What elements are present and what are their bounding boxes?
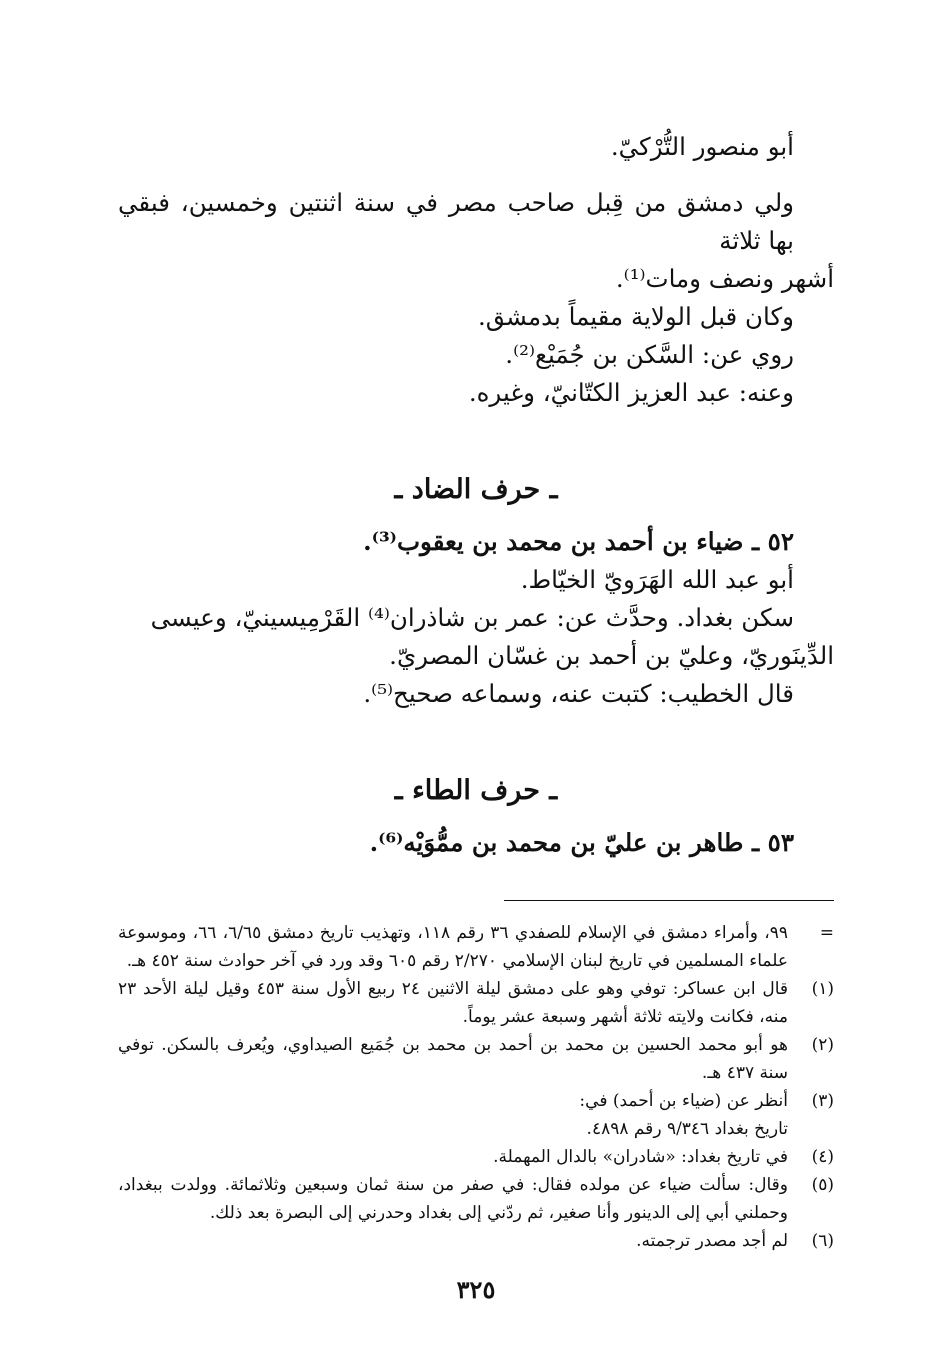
- text-line: سكن بغداد. وحدَّث عن: عمر بن شاذران⁽⁴⁾ القَرْمِيسينيّ، وعيسى: [150, 603, 794, 632]
- footnote-text: في تاريخ بغداد: «شادران» بالدال المهملة.: [493, 1147, 788, 1167]
- footnote-number: (٦): [811, 1231, 834, 1251]
- text-line: الدِّينَوريّ، وعليّ بن أحمد بن غسّان المصريّ.: [389, 641, 834, 670]
- footnote-number: (٤): [811, 1147, 834, 1167]
- footnote-number: =: [819, 923, 834, 943]
- footnote-text: ٩٩، وأمراء دمشق في الإسلام للصفدي ٣٦ رقم ١١٨، وتهذيب تاريخ دمشق ٦/٦٥، ٦٦، وموسوعة علماء المسلمين في تاريخ لبنان الإسلامي ٢/٢٧٠ رقم ٦٠٥ وقد ورد في آخر حوادث سنة ٤٥٢ هـ.: [118, 923, 788, 971]
- footnote: [118, 975, 834, 1031]
- text-line: أشهر ونصف ومات⁽¹⁾.: [615, 264, 834, 293]
- footnote-number: (١): [811, 979, 834, 999]
- footnote-line: أنظر عن (ضياء بن أحمد) في:: [579, 1091, 788, 1111]
- page-number: ٣٢٥: [456, 1275, 496, 1304]
- footnote-text: هو أبو محمد الحسين بن محمد بن أحمد بن محمد بن جُمَيع الصيداوي، ويُعرف بالسكن. توفي سنة ٤٣٧ هـ.: [118, 1035, 788, 1083]
- footnote-number: (٥): [811, 1175, 834, 1195]
- footnote: [118, 919, 834, 975]
- text-line: وعنه: عبد العزيز الكتّانيّ، وغيره.: [468, 378, 794, 407]
- footnote-text: لم أجد مصدر ترجمته.: [636, 1231, 788, 1251]
- footnotes: [118, 919, 834, 1255]
- section-heading-ta: ـ حرف الطاء ـ: [394, 775, 558, 806]
- footnote: [118, 1143, 834, 1171]
- footnote-text: وقال: سألت ضياء عن مولده فقال: في صفر من سنة ثمان وسبعين وثلاثمائة. وولدت ببغداد، وحملني أبي إلى الدينور وأنا صغير، ثم ردّني إلى بغداد وحدرني إلى البصرة بعد ذلك.: [118, 1175, 788, 1223]
- section-heading-dad: ـ حرف الضاد ـ: [394, 474, 558, 505]
- footnote: [118, 1171, 834, 1227]
- footnote-number: (٢): [811, 1035, 834, 1055]
- text-line: أبو منصور التُّرْكيّ.: [610, 132, 794, 161]
- text-line: أبو عبد الله الهَرَويّ الخيّاط.: [520, 565, 794, 594]
- footnote: [118, 1087, 834, 1143]
- text-line: روي عن: السَّكن بن جُمَيْع⁽²⁾.: [505, 340, 794, 369]
- entry-heading: ٥٢ ـ ضياء بن أحمد بن محمد بن يعقوب⁽³⁾.: [363, 527, 794, 556]
- main-text: [118, 128, 834, 862]
- footnote-line: تاريخ بغداد ٩/٣٤٦ رقم ٤٨٩٨.: [586, 1119, 788, 1139]
- footnote: [118, 1031, 834, 1087]
- footnote-text: [118, 1087, 788, 1143]
- footnote-divider: [504, 900, 834, 901]
- footnote: [118, 1227, 834, 1255]
- entry-heading: ٥٣ ـ طاهر بن عليّ بن محمد بن ممُّوَيْه⁽⁶⁾.: [369, 828, 794, 857]
- text-line: ولي دمشق من قِبل صاحب مصر في سنة اثنتين وخمسين، فبقي بها ثلاثة: [118, 188, 794, 255]
- footnote-text: قال ابن عساكر: توفي وهو على دمشق ليلة الاثنين ٢٤ ربيع الأول سنة ٤٥٣ وقيل ليلة الأحد ٢٣ منه، فكانت ولايته ثلاثة أشهر وسبعة عشر يوماً.: [118, 979, 789, 1027]
- text-line: وكان قبل الولاية مقيماً بدمشق.: [477, 302, 794, 331]
- footnote-number: (٣): [811, 1091, 834, 1111]
- text-line: قال الخطيب: كتبت عنه، وسماعه صحيح⁽⁵⁾.: [363, 679, 794, 708]
